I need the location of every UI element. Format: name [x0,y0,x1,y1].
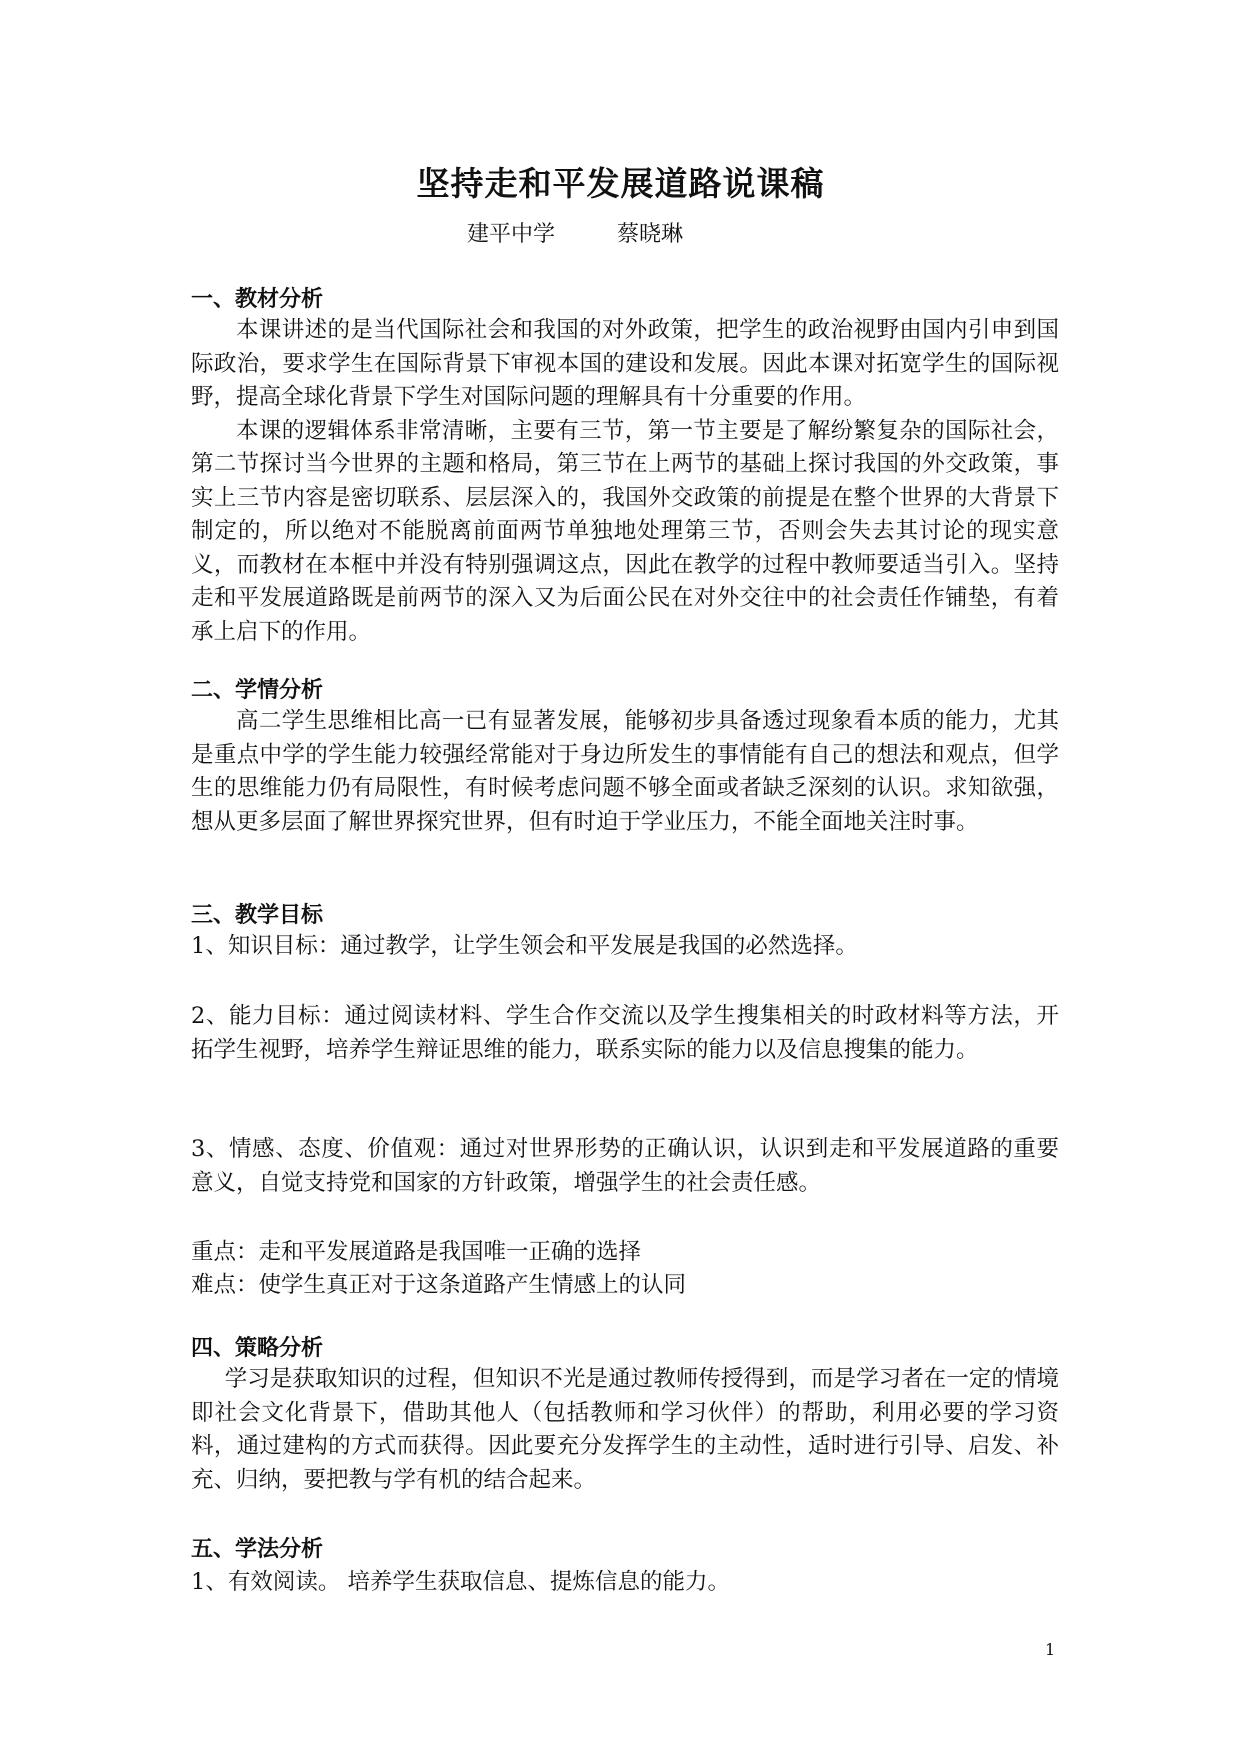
section-body-student-analysis [191,705,1059,839]
section-body-strategy-analysis [191,1363,1059,1497]
section-body-textbook-analysis [191,314,1059,649]
section-heading-textbook-analysis: 一、教材分析 [191,287,324,312]
goal-knowledge [191,930,1059,964]
goal-ability [191,1000,1059,1067]
goal-knowledge-text: 1、知识目标：通过教学，让学生领会和平发展是我国的必然选择。 [191,933,858,959]
author-line [467,217,683,248]
paragraph: 高二学生思维相比高一已有显著发展，能够初步具备透过现象看本质的能力，尤其是重点中学的学生能力较强经常能对于身边所发生的事情能有自己的想法和观点，但学生的思维能力仍有局限性，有时候考虑问题不够全面或者缺乏深刻的认识。求知欲强，想从更多层面了解世界探究世界，但有时迫于学业压力，不能全面地关注时事。 [191,708,1059,835]
author-name: 蔡晓琳 [617,222,684,247]
key-point: 重点：走和平发展道路是我国唯一正确的选择 [191,1239,642,1265]
page-number: 1 [1045,1640,1056,1659]
paragraph: 本课的逻辑体系非常清晰，主要有三节，第一节主要是了解纷繁复杂的国际社会，第二节探讨当今世界的主题和格局，第三节在上两节的基础上探讨我国的外交政策，事实上三节内容是密切联系、层层深入的，我国外交政策的前提是在整个世界的大背景下制定的，所以绝对不能脱离前面两节单独地处理第三节，否则会失去其讨论的现实意义，而教材在本框中并没有特别强调这点，因此在教学的过程中教师要适当引入。坚持走和平发展道路既是前两节的深入又为后面公民在对外交往中的社会责任作铺垫，有着承上启下的作用。 [191,417,1059,645]
section-heading-teaching-goals: 三、教学目标 [191,903,324,928]
document-title: 坚持走和平发展道路说课稿 [416,164,825,203]
section-heading-learning-method: 五、学法分析 [191,1537,324,1562]
paragraph: 本课讲述的是当代国际社会和我国的对外政策，把学生的政治视野由国内引申到国际政治，要求学生在国际背景下审视本国的建设和发展。因此本课对拓宽学生的国际视野，提高全球化背景下学生对国际问题的理解具有十分重要的作用。 [191,317,1059,410]
goal-ability-text: 2、能力目标：通过阅读材料、学生合作交流以及学生搜集相关的时政材料等方法，开拓学生视野，培养学生辩证思维的能力，联系实际的能力以及信息搜集的能力。 [191,1003,1059,1063]
section-heading-student-analysis: 二、学情分析 [191,678,324,703]
goal-emotion [191,1133,1059,1200]
learning-method-item: 1、有效阅读。 培养学生获取信息、提炼信息的能力。 [191,1569,730,1595]
paragraph: 学习是获取知识的过程，但知识不光是通过教师传授得到，而是学习者在一定的情境即社会文化背景下，借助其他人（包括教师和学习伙伴）的帮助，利用必要的学习资料，通过建构的方式而获得。因此要充分发挥学生的主动性，适时进行引导、启发、补充、归纳，要把教与学有机的结合起来。 [191,1366,1059,1493]
section-heading-strategy-analysis: 四、策略分析 [191,1336,324,1361]
goal-emotion-text: 3、情感、态度、价值观：通过对世界形势的正确认识，认识到走和平发展道路的重要意义，自觉支持党和国家的方针政策，增强学生的社会责任感。 [191,1136,1059,1196]
difficulty-point: 难点：使学生真正对于这条道路产生情感上的认同 [191,1272,687,1298]
school-name: 建平中学 [467,222,556,247]
